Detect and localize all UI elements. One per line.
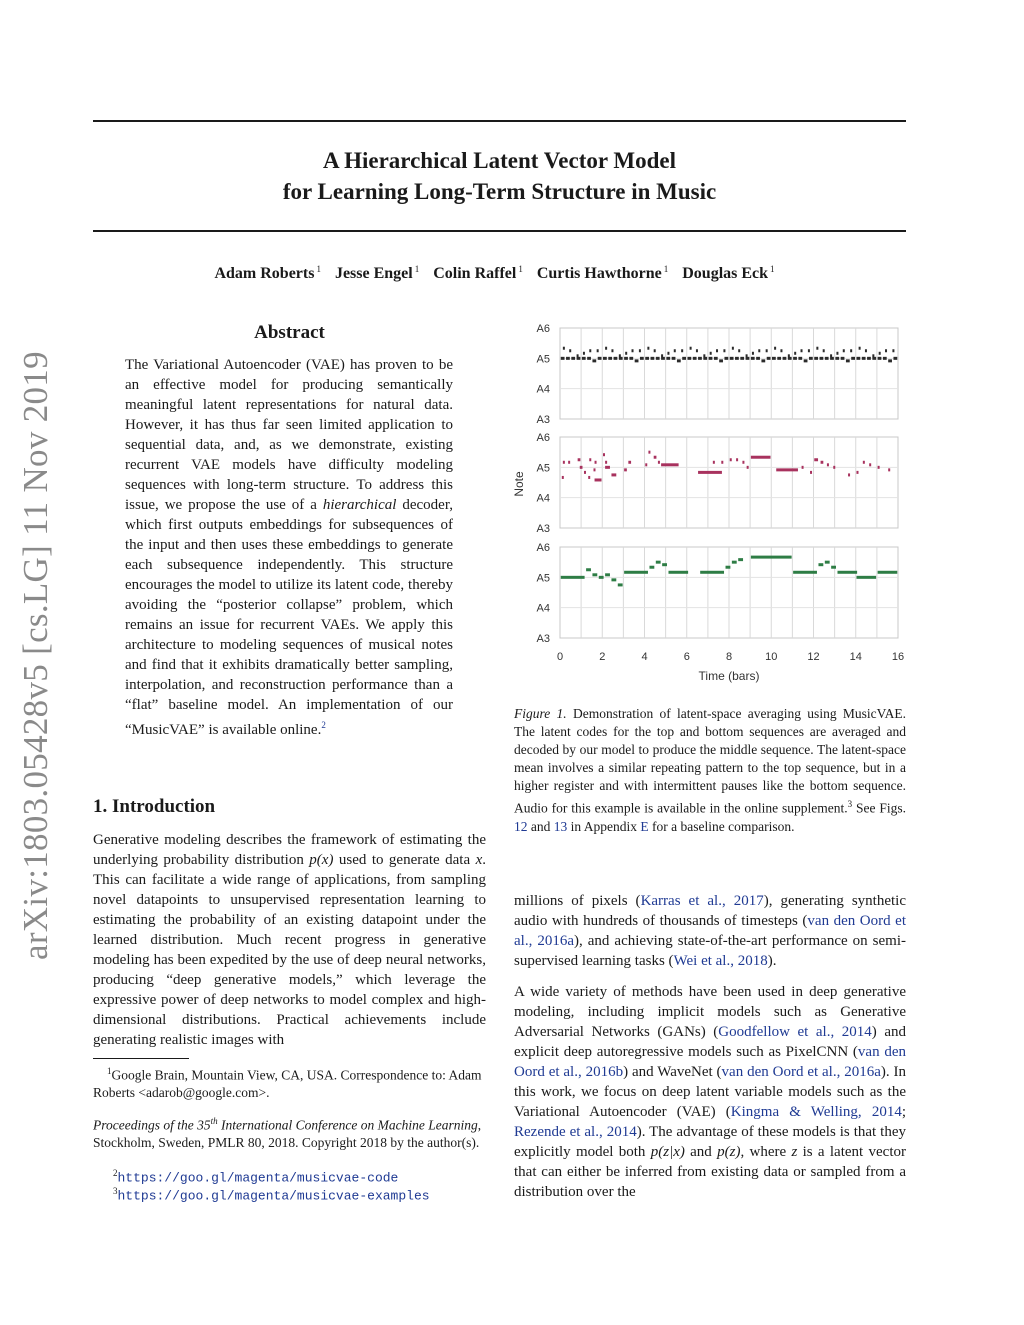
note-mark bbox=[830, 354, 832, 357]
y-tick-label: A3 bbox=[536, 523, 550, 535]
note-mark bbox=[793, 571, 817, 574]
note-mark bbox=[793, 357, 797, 360]
paper-title-line-1: A Hierarchical Latent Vector Model bbox=[322, 148, 677, 173]
note-mark bbox=[661, 463, 679, 466]
note-mark bbox=[865, 349, 867, 352]
note-mark bbox=[776, 468, 798, 471]
footnote-3-link[interactable]: https://goo.gl/magenta/musicvae-examples bbox=[117, 1188, 430, 1204]
note-mark bbox=[772, 357, 776, 360]
note-mark bbox=[645, 357, 649, 360]
y-tick-label: A3 bbox=[536, 633, 550, 645]
note-mark bbox=[798, 357, 802, 360]
note-mark bbox=[888, 359, 892, 362]
note-mark bbox=[658, 461, 660, 464]
author-name: Curtis Hawthorne bbox=[536, 265, 662, 282]
note-mark bbox=[624, 357, 628, 360]
note-mark bbox=[788, 354, 790, 357]
note-mark bbox=[837, 571, 857, 574]
note-mark bbox=[614, 357, 618, 360]
note-mark bbox=[608, 357, 612, 360]
footnote-3: $^3$https://goo.gl/magenta/musicvae-examples bbox=[113, 1186, 430, 1204]
citation-link[interactable]: Rezende et al., 2014 bbox=[514, 1124, 637, 1140]
note-mark bbox=[589, 458, 591, 461]
note-mark bbox=[693, 357, 697, 360]
note-mark bbox=[605, 466, 610, 469]
note-mark bbox=[857, 357, 861, 360]
note-mark bbox=[878, 571, 898, 574]
note-mark bbox=[595, 478, 602, 481]
right-paragraph-1: millions of pixels (Karras et al., 2017), generating synthetic audio with hundreds of thousands of timesteps (van den Oord et al., 2016a), and achieving state-of-the-art performance on semi-supervised learning tasks (Wei et al., 2018). bbox=[514, 893, 907, 969]
figure-1-piano-roll-chart bbox=[505, 318, 917, 690]
note-mark bbox=[698, 471, 722, 474]
footnote-2: $^2$https://goo.gl/magenta/musicvae-code bbox=[113, 1168, 399, 1186]
note-mark bbox=[654, 456, 657, 459]
note-mark bbox=[794, 352, 796, 355]
x-tick-label: 10 bbox=[765, 651, 778, 663]
note-mark bbox=[738, 349, 740, 352]
x-axis-label: Time (bars) bbox=[698, 669, 760, 683]
note-mark bbox=[624, 571, 648, 574]
x-tick-label: 16 bbox=[891, 651, 905, 663]
author-name: Colin Raffel bbox=[433, 265, 517, 282]
note-mark bbox=[883, 357, 887, 360]
author-name: Douglas Eck bbox=[682, 265, 769, 282]
note-mark bbox=[821, 461, 824, 464]
note-mark bbox=[751, 456, 771, 459]
note-mark bbox=[730, 357, 734, 360]
note-mark bbox=[814, 458, 818, 461]
note-mark bbox=[804, 359, 808, 362]
y-tick-label: A3 bbox=[536, 414, 550, 426]
note-mark bbox=[752, 352, 754, 355]
note-mark bbox=[869, 463, 871, 466]
x-tick-label: 14 bbox=[849, 651, 862, 663]
note-mark bbox=[802, 466, 804, 469]
abstract-heading: Abstract bbox=[254, 322, 325, 343]
author-list bbox=[93, 265, 906, 283]
note-mark bbox=[667, 352, 669, 355]
note-mark bbox=[878, 466, 880, 469]
citation-link[interactable]: Wei et al., 2018 bbox=[673, 953, 768, 969]
note-mark bbox=[719, 359, 723, 362]
figure-1-caption: Figure 1. Demonstration of latent-space averaging using MusicVAE. The latent codes for the top and bottom sequences are averaged and decoded by our model to produce the middle sequence. The latent-space mean involves a similar repeating pattern to the top sequence, but in a higher register and with intermittent pauses like the bottom sequence. Audio for this example is available in the online supplement.$^3$ See Figs. 12 and 13 in Appendix E for a baseline comparison. bbox=[514, 706, 906, 834]
x-tick-label: 4 bbox=[641, 651, 648, 663]
note-mark bbox=[857, 576, 877, 579]
note-mark bbox=[589, 349, 591, 352]
note-mark bbox=[742, 461, 744, 464]
abstract-text: The Variational Autoencoder (VAE) has proven to be an effective model for producing semantically meaningful latent representations for natural data. However, it has thus far seen limited application to sequential data, and, as we demonstrate, existing recurrent VAE models have difficulty modeling sequences with long-term structure. To address this issue, we propose the use of a hierarchical decoder, which first outputs embeddings for subsequences of the input and then uses these embeddings to generate each subsequence independently. This structure encourages the model to utilize its latent code, thereby avoiding the “posterior collapse” problem, which remains an issue for recurrent VAEs. We apply this architecture to modeling sequences of musical notes and find that it exhibits dramatically better sampling, interpolation, and reconstruction performance than a “flat” baseline model. An implementation of our “MusicVAE” is available online.$^2$ bbox=[125, 357, 453, 738]
note-mark bbox=[677, 359, 681, 362]
y-tick-label: A5 bbox=[536, 353, 550, 366]
note-mark bbox=[566, 357, 570, 360]
note-mark bbox=[738, 558, 743, 561]
note-mark bbox=[746, 354, 748, 357]
note-mark bbox=[647, 347, 649, 350]
note-mark bbox=[648, 451, 650, 454]
note-mark bbox=[892, 349, 894, 352]
note-mark bbox=[730, 458, 732, 461]
citation-link[interactable]: van den Oord et al., 2016a bbox=[514, 913, 906, 949]
note-mark bbox=[710, 352, 712, 355]
note-mark bbox=[582, 357, 586, 360]
note-mark bbox=[709, 357, 713, 360]
y-tick-label: A6 bbox=[536, 432, 550, 444]
note-mark bbox=[888, 468, 890, 471]
note-mark bbox=[592, 573, 597, 576]
note-mark bbox=[635, 359, 639, 362]
note-mark bbox=[571, 357, 575, 360]
note-mark bbox=[583, 352, 585, 355]
note-mark bbox=[700, 571, 724, 574]
note-mark bbox=[649, 566, 654, 569]
citation-link[interactable]: van den Oord et al., 2016a bbox=[721, 1064, 881, 1080]
note-mark bbox=[584, 471, 586, 474]
fig-ref-12[interactable]: 12 bbox=[514, 818, 528, 834]
note-mark bbox=[681, 349, 683, 352]
note-mark bbox=[735, 357, 739, 360]
note-mark bbox=[629, 357, 633, 360]
note-mark bbox=[879, 352, 881, 355]
note-mark bbox=[751, 357, 755, 360]
y-tick-label: A5 bbox=[536, 572, 550, 585]
y-tick-label: A4 bbox=[536, 383, 550, 396]
note-mark bbox=[562, 476, 564, 479]
citation-link[interactable]: Kingma & Welling, 2014 bbox=[730, 1104, 902, 1120]
note-mark bbox=[843, 349, 845, 352]
note-mark bbox=[732, 347, 734, 350]
note-mark bbox=[831, 566, 836, 569]
note-mark bbox=[605, 347, 607, 350]
note-mark bbox=[818, 563, 823, 566]
note-mark bbox=[586, 568, 591, 571]
note-mark bbox=[825, 357, 829, 360]
note-mark bbox=[619, 354, 621, 357]
x-tick-label: 8 bbox=[725, 651, 733, 663]
note-mark bbox=[656, 561, 661, 564]
note-mark bbox=[736, 458, 738, 461]
note-mark bbox=[592, 359, 596, 362]
note-mark bbox=[645, 463, 647, 466]
note-mark bbox=[563, 347, 565, 350]
note-mark bbox=[595, 461, 597, 464]
title-top-rule bbox=[93, 120, 906, 122]
note-mark bbox=[563, 461, 565, 464]
author-affiliation-mark: 1 bbox=[663, 264, 669, 274]
title-bottom-rule bbox=[93, 230, 906, 232]
note-mark bbox=[721, 461, 723, 464]
author-affiliation-mark: 1 bbox=[414, 264, 420, 274]
note-mark bbox=[598, 357, 602, 360]
author-affiliation-mark: 1 bbox=[518, 264, 523, 274]
note-mark bbox=[726, 566, 731, 569]
note-mark bbox=[696, 349, 698, 352]
note-mark bbox=[661, 354, 663, 357]
appendix-ref-e[interactable]: E bbox=[640, 818, 649, 834]
note-mark bbox=[756, 357, 760, 360]
note-mark bbox=[568, 461, 570, 464]
note-mark bbox=[836, 352, 838, 355]
note-mark bbox=[682, 357, 686, 360]
note-mark bbox=[714, 357, 718, 360]
note-mark bbox=[698, 357, 702, 360]
note-mark bbox=[783, 357, 787, 360]
note-mark bbox=[703, 354, 705, 357]
note-mark bbox=[774, 347, 776, 350]
note-mark bbox=[846, 359, 850, 362]
footnote-2-link[interactable]: https://goo.gl/magenta/musicvae-code bbox=[117, 1170, 399, 1186]
fig-ref-13[interactable]: 13 bbox=[553, 818, 568, 834]
note-mark bbox=[561, 357, 565, 360]
x-tick-label: 12 bbox=[807, 651, 820, 663]
note-mark bbox=[740, 357, 744, 360]
note-mark bbox=[716, 349, 718, 352]
note-mark bbox=[640, 357, 644, 360]
footnote-1: $^1$Google Brain, Mountain View, CA, USA. Correspondence to: Adam Roberts <adarob@google.com>. bbox=[93, 1066, 482, 1100]
note-mark bbox=[577, 354, 579, 357]
footnote-rule bbox=[93, 1058, 189, 1059]
note-mark bbox=[666, 357, 670, 360]
note-mark bbox=[611, 349, 613, 352]
x-tick-label: 6 bbox=[683, 651, 690, 663]
note-mark bbox=[761, 359, 765, 362]
note-mark bbox=[662, 563, 667, 566]
note-mark bbox=[723, 349, 725, 352]
note-mark bbox=[848, 473, 850, 476]
note-mark bbox=[672, 357, 676, 360]
author-name: Jesse Engel bbox=[334, 265, 413, 282]
note-mark bbox=[688, 357, 692, 360]
note-mark bbox=[863, 461, 865, 464]
note-mark bbox=[825, 561, 830, 564]
note-mark bbox=[603, 453, 605, 456]
note-mark bbox=[809, 357, 813, 360]
note-mark bbox=[603, 357, 607, 360]
note-mark bbox=[624, 468, 627, 471]
citation-link[interactable]: Karras et al., 2017 bbox=[640, 893, 764, 909]
note-mark bbox=[654, 349, 656, 352]
note-mark bbox=[747, 466, 749, 469]
note-mark bbox=[611, 473, 616, 476]
note-mark bbox=[851, 357, 855, 360]
note-mark bbox=[808, 349, 810, 352]
note-mark bbox=[599, 576, 604, 579]
note-mark bbox=[766, 349, 768, 352]
note-mark bbox=[862, 357, 866, 360]
note-mark bbox=[841, 357, 845, 360]
note-mark bbox=[827, 463, 829, 466]
proceedings-note: Proceedings of the 35th International Conference on Machine Learning, Stockholm, Sweden, PMLR 80, 2018. Copyright 2018 by the author(s). bbox=[93, 1116, 482, 1150]
note-mark bbox=[820, 357, 824, 360]
note-mark bbox=[569, 349, 571, 352]
right-paragraph-2: A wide variety of methods have been used in deep generative modeling, including implicit models such as Generative Adversarial Networks (GANs) (Goodfellow et al., 2014) and explicit deep autoregressive models such as PixelCNN (van den Oord et al., 2016b) and WaveNet (van den Oord et al., 2016a). In this work, we focus on deep latent variable models such as the Variational Autoencoder (VAE) (Kingma & Welling, 2014; Rezende et al., 2014). The advantage of these models is that they explicitly model both p(z|x) and p(z), where z is a latent vector that can either be inferred from existing data or sampled from a distribution over the bbox=[514, 984, 907, 1200]
note-mark bbox=[816, 347, 818, 350]
note-mark bbox=[611, 578, 616, 581]
note-mark bbox=[593, 468, 595, 471]
author-name: Adam Roberts bbox=[214, 265, 315, 282]
section-heading-introduction: 1. Introduction bbox=[93, 796, 216, 817]
note-mark bbox=[713, 461, 715, 464]
y-axis-label: Note bbox=[512, 471, 526, 497]
note-mark bbox=[751, 556, 792, 559]
citation-link[interactable]: Goodfellow et al., 2014 bbox=[718, 1024, 872, 1040]
note-mark bbox=[605, 461, 607, 464]
note-mark bbox=[587, 357, 591, 360]
note-mark bbox=[823, 349, 825, 352]
y-tick-label: A6 bbox=[536, 323, 550, 335]
note-mark bbox=[605, 573, 610, 576]
note-mark bbox=[878, 357, 882, 360]
note-mark bbox=[639, 349, 641, 352]
note-mark bbox=[867, 357, 871, 360]
note-mark bbox=[588, 476, 590, 479]
note-mark bbox=[857, 471, 859, 474]
note-mark bbox=[561, 576, 585, 579]
x-tick-label: 0 bbox=[556, 651, 564, 663]
note-mark bbox=[690, 347, 692, 350]
note-mark bbox=[767, 357, 771, 360]
note-mark bbox=[835, 357, 839, 360]
arxiv-identifier: arXiv:1803.05428v5 [cs.LG] 11 Nov 2019 bbox=[16, 351, 55, 960]
note-mark bbox=[885, 349, 887, 352]
y-tick-label: A6 bbox=[536, 542, 550, 554]
note-mark bbox=[580, 466, 583, 469]
author-affiliation-mark: 1 bbox=[770, 264, 775, 274]
note-mark bbox=[777, 357, 781, 360]
note-mark bbox=[628, 461, 631, 464]
note-mark bbox=[656, 357, 660, 360]
x-tick-label: 2 bbox=[599, 651, 606, 663]
citation-link[interactable]: van den Oord et al., 2016b bbox=[514, 1044, 906, 1080]
y-tick-label: A4 bbox=[536, 492, 550, 505]
note-mark bbox=[597, 349, 599, 352]
y-tick-label: A4 bbox=[536, 602, 550, 615]
author-affiliation-mark: 1 bbox=[316, 264, 321, 274]
note-mark bbox=[801, 349, 803, 352]
paper-title-line-2: for Learning Long-Term Structure in Music bbox=[282, 179, 717, 204]
footnote-ref[interactable]: 2 bbox=[321, 720, 326, 730]
note-mark bbox=[651, 357, 655, 360]
note-mark bbox=[814, 357, 818, 360]
note-mark bbox=[758, 349, 760, 352]
note-mark bbox=[668, 571, 688, 574]
note-mark bbox=[578, 458, 581, 461]
note-mark bbox=[625, 352, 627, 355]
y-tick-label: A5 bbox=[536, 462, 550, 475]
note-mark bbox=[893, 357, 897, 360]
note-mark bbox=[859, 347, 861, 350]
note-mark bbox=[674, 349, 676, 352]
note-mark bbox=[833, 466, 835, 469]
intro-paragraph: Generative modeling describes the framework of estimating the underlying probability distribution p(x) used to generate data x. This can facilitate a wide range of applications, from sampling novel datapoints to unsupervised representation learning to estimating the probability of an existing datapoint under the learned distribution. Much recent progress in generative modeling has been expedited by the use of deep neural networks, producing “deep generative models,” which leverage the expressive power of deep networks to model complex and high-dimensional distributions. Practical achievements include generating realistic images with bbox=[93, 832, 486, 1048]
note-mark bbox=[632, 349, 634, 352]
note-mark bbox=[810, 471, 812, 474]
note-mark bbox=[732, 561, 737, 564]
note-mark bbox=[850, 349, 852, 352]
note-mark bbox=[618, 583, 623, 586]
note-mark bbox=[872, 354, 874, 357]
note-mark bbox=[780, 349, 782, 352]
note-mark bbox=[724, 357, 728, 360]
